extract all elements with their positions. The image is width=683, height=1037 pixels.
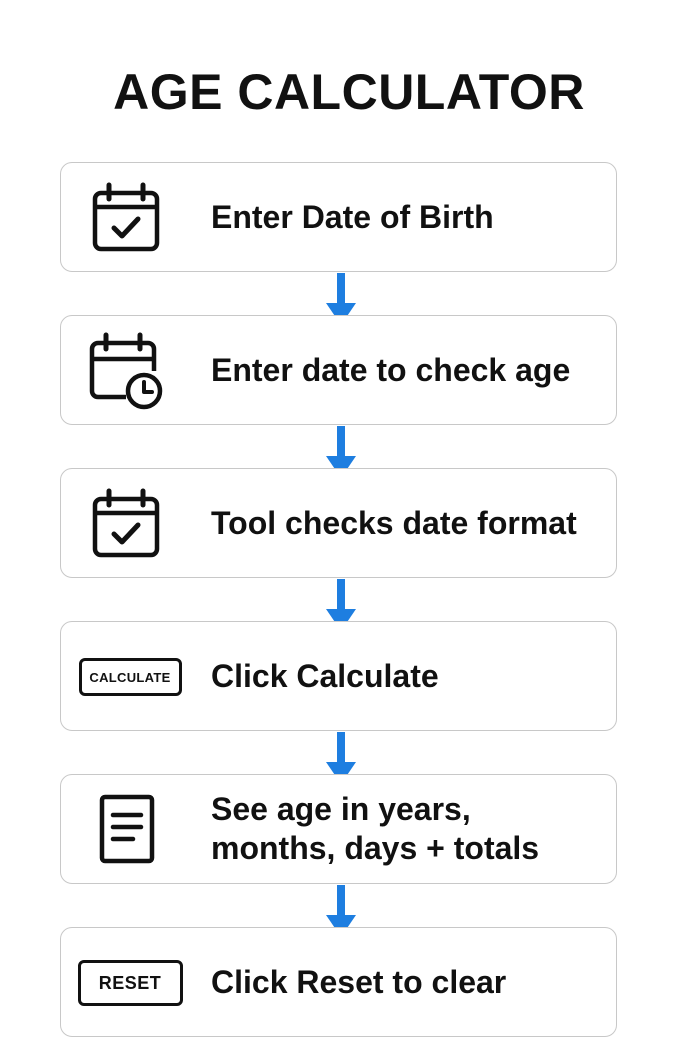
step-card-see-age xyxy=(60,774,617,884)
step-card-check-format xyxy=(60,468,617,578)
step-card-enter-dob xyxy=(60,162,617,272)
step-label: Click Reset to clear xyxy=(211,963,507,1000)
step-label: Enter Date of Birth xyxy=(211,198,494,235)
reset-button-icon-label: RESET xyxy=(78,960,183,1006)
step-label-line: months, days + totals xyxy=(211,830,540,866)
document-icon xyxy=(81,790,171,870)
calendar-check-icon xyxy=(81,484,171,564)
step-card-enter-check-date xyxy=(60,315,617,425)
calculate-button-icon-label: CALCULATE xyxy=(79,658,182,696)
page-title: AGE CALCULATOR xyxy=(113,64,585,120)
calendar-check-icon xyxy=(81,178,171,258)
calendar-clock-icon xyxy=(81,331,171,411)
reset-button-icon xyxy=(75,943,185,1023)
step-card-click-calculate xyxy=(60,621,617,731)
step-label: Enter date to check age xyxy=(211,351,571,388)
step-card-click-reset xyxy=(60,927,617,1037)
step-label xyxy=(211,775,604,883)
calculate-button-icon xyxy=(75,637,185,717)
step-label: Tool checks date format xyxy=(211,504,577,541)
step-label-line: See age in years, xyxy=(211,791,471,827)
step-label: Click Calculate xyxy=(211,657,439,694)
